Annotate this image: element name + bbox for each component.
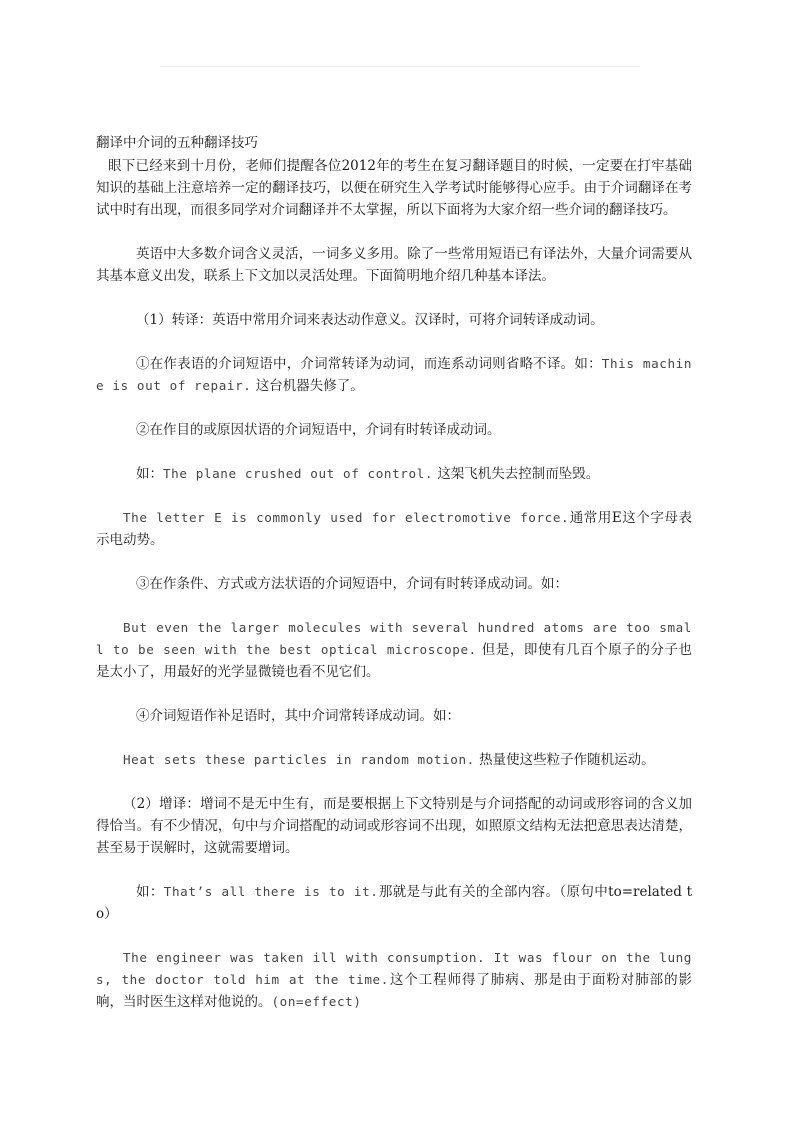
header-rule [160, 66, 640, 67]
example-2-label: 如： [136, 466, 163, 482]
rule-2-paragraph: ②在作目的或原因状语的介词短语中，介词有时转译成动词。 [136, 422, 501, 438]
example-3-en: The letter E is commonly used for electromotive force. [123, 510, 570, 525]
section-2-example-1-en: That’s all there is to it. [163, 884, 379, 899]
example-4-paragraph [96, 617, 692, 683]
section-2-example-1-paragraph [96, 881, 692, 925]
section-2-heading: （2）增译：增词不是无中生有，而是要根据上下文特别是与介词搭配的动词或形容词的含义加得恰当。有不少情况，句中与介词搭配的动词或形容词不出现，如照原文结构无法把意思表达清楚，甚至易于误解时，这就需要增词。 [96, 796, 692, 856]
example-4-en: But even the larger molecules with several hundred atoms are too small to be seen with the best optical microscope. [96, 620, 692, 657]
example-5-paragraph [96, 749, 692, 771]
page-title: 翻译中介词的五种翻译技巧 [96, 135, 258, 151]
example-3-translation: 通常用E这个字母表示电动势。 [96, 510, 692, 548]
rule-4-paragraph: ④介词短语作补足语时，其中介词常转译成动词。如： [136, 708, 460, 724]
section-1-heading: （1）转译：英语中常用介词来表达动作意义。汉译时，可将介词转译成动词。 [136, 312, 604, 328]
section-2-example-1-label: 如： [136, 884, 164, 900]
example-5-translation: 热量使这些粒子作随机运动。 [479, 752, 655, 768]
section-2-example-2-translation: 这个工程师得了肺病、那是由于面粉对肺部的影响，当时医生这样对他说的。 [96, 972, 692, 1010]
example-3-paragraph [96, 507, 692, 551]
rule-1-text: ①在作表语的介词短语中，介词常转译为动词，而连系动词则省略不译。如： [136, 356, 602, 372]
document-body [96, 133, 692, 1035]
example-4-translation: 但是，即使有几百个原子的分子也是太小了，用最好的光学显微镜也看不见它们。 [96, 642, 693, 680]
example-2-paragraph [96, 463, 692, 485]
section-2-example-1-translation: 那就是与此有关的全部内容。 [378, 884, 560, 900]
section-2-example-2-note: (on=effect) [271, 994, 362, 1009]
example-2-translation: 这架飞机失去控制而坠毁。 [437, 466, 600, 482]
example-5-en: Heat sets these particles in random motion. [123, 752, 475, 767]
intro-paragraph: 眼下已经来到十月份，老师们提醒各位2012年的考生在复习翻译题目的时候，一定要在打牢基础知识的基础上注意培养一定的翻译技巧，以便在研究生入学考试时能够得心应手。由于介词翻译在考试中时有出现，而很多同学对介词翻译并不太掌握，所以下面将为大家介绍一些介词的翻译技巧。 [96, 158, 692, 218]
section-2-example-2-paragraph [96, 947, 692, 1013]
example-2-en: The plane crushed out of control. [163, 466, 434, 481]
rule-1-example-translation: 这台机器失修了。 [255, 378, 364, 394]
overview-paragraph: 英语中大多数介词含义灵活，一词多义多用。除了一些常用短语已有译法外，大量介词需要从其基本意义出发，联系上下文加以灵活处理。下面简明地介绍几种基本译法。 [96, 246, 692, 284]
rule-3-paragraph: ③在作条件、方式或方法状语的介词短语中，介词有时转译成动词。如： [136, 576, 568, 592]
section-2-example-2-en: The engineer was taken ill with consumption. It was flour on the lungs, the doctor told him at the time. [96, 950, 692, 987]
rule-1-example-en: This machine is out of repair. [96, 356, 692, 393]
rule-1-paragraph [96, 353, 692, 397]
section-2-example-1-note: （原句中to=related to） [96, 884, 693, 922]
